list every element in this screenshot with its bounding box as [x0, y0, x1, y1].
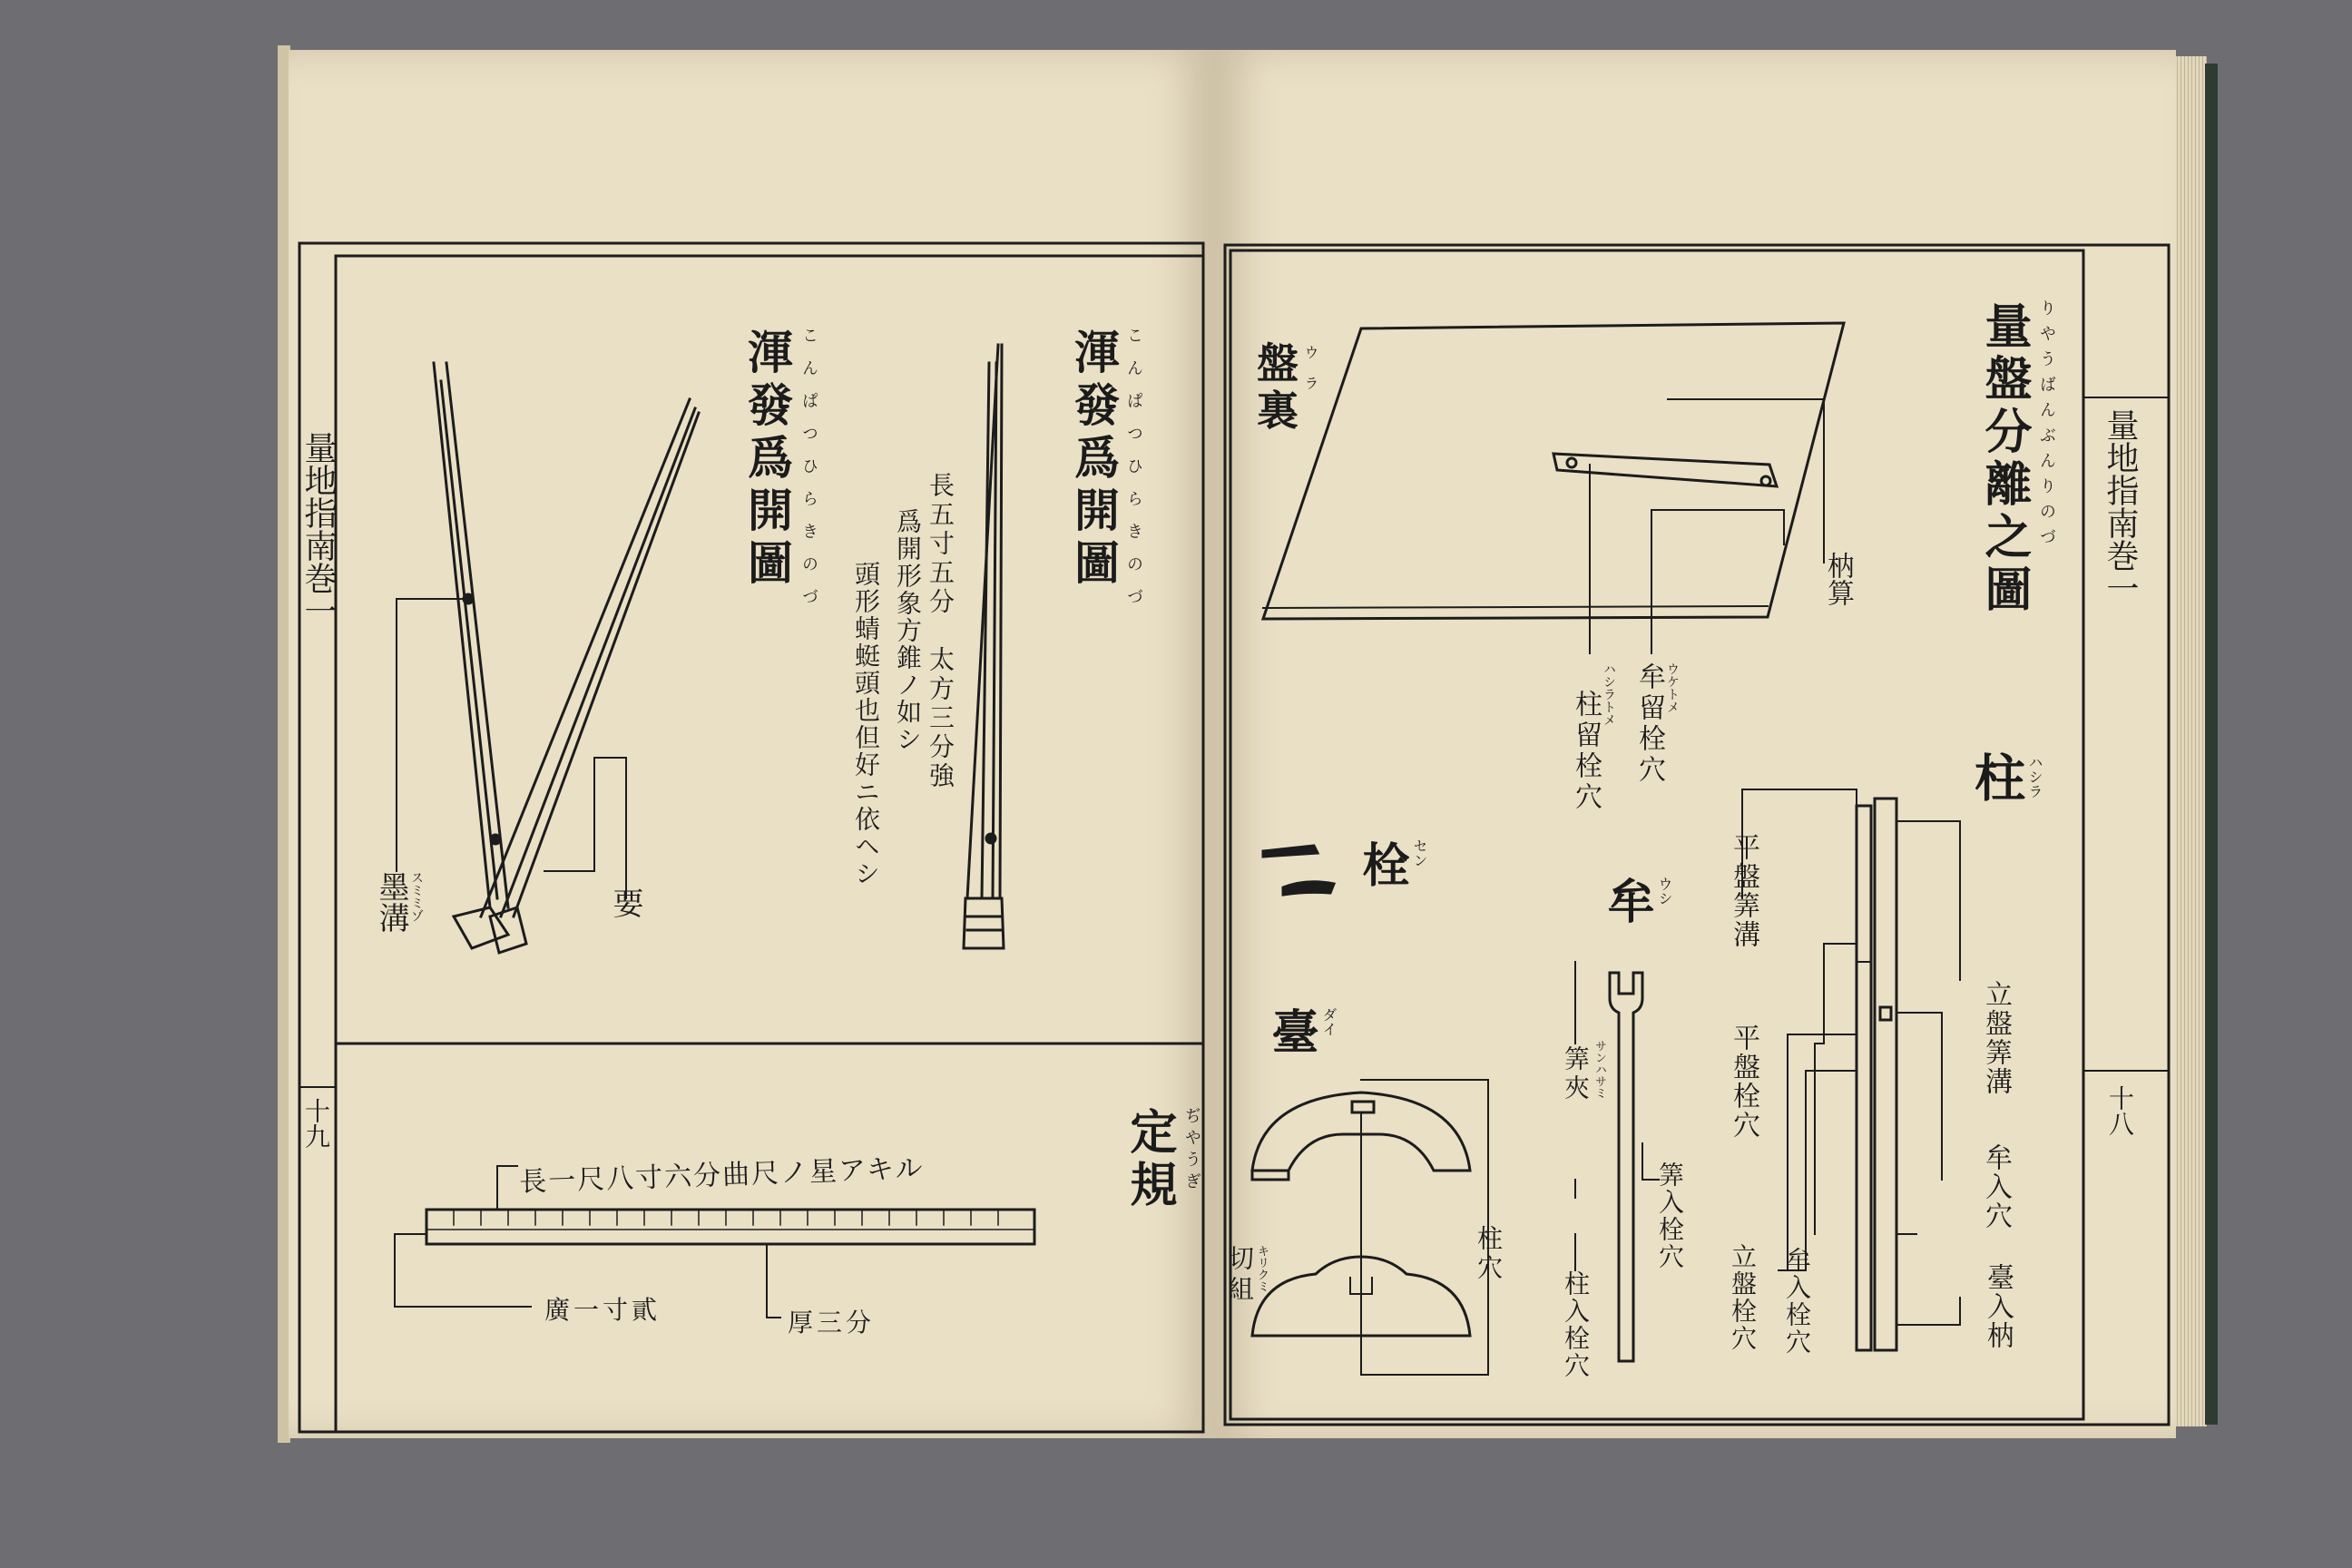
stand-label-hole: 柱穴	[1474, 1225, 1504, 1283]
post-label-vert-pin: 立盤栓穴	[1728, 1243, 1758, 1352]
fork-label-pin: 筭入栓穴	[1655, 1161, 1685, 1270]
fig2-label-ink-groove: 墨溝	[373, 871, 409, 933]
fig2-title-ruby: こんぱつひらきのづ	[799, 327, 818, 621]
ruler-width-note: 廣一寸貳	[544, 1295, 662, 1325]
board-drawing	[1263, 323, 1844, 653]
board-label-ruby: ウラ	[1302, 345, 1319, 407]
board-label-tenon: 枘算	[1822, 552, 1854, 606]
board-label-cross-ruby: ウケトメ	[1665, 662, 1680, 713]
fig2-label-key: 要	[607, 887, 643, 918]
fork-label-col-pin: 柱入栓穴	[1561, 1270, 1591, 1379]
pin-drawing	[1263, 846, 1334, 895]
fork-label-clip-ruby: サンハサミ	[1592, 1040, 1606, 1099]
post-label: 柱	[1966, 751, 2026, 802]
compass-open-drawing	[397, 363, 699, 953]
pin-label: 栓	[1354, 840, 1409, 887]
board-label-slot: 柱留栓穴	[1570, 690, 1602, 813]
fig1-note-col1: 長五寸五分 太方三分強	[926, 472, 956, 791]
fig1-title-ruby: こんぱつひらきのづ	[1124, 327, 1143, 621]
board-label-slot-ruby: ハシラトメ	[1602, 662, 1616, 726]
right-folio: 十八	[2105, 1085, 2135, 1136]
ruler-title: 定規	[1122, 1107, 1177, 1212]
stand-label-cut-ruby: キリクミ	[1255, 1245, 1269, 1292]
post-label-stand-tenon: 臺入枘	[1982, 1263, 2014, 1350]
main-title-ruby: りやうばんぶんりのづ	[2037, 299, 2056, 554]
stand-drawing	[1252, 1080, 1488, 1375]
post-label-vert-groove: 立盤筭溝	[1980, 980, 2012, 1096]
stand-label-cut: 切組	[1225, 1245, 1255, 1307]
post-label-ruby: ハシラ	[2026, 755, 2043, 799]
fig2-title: 渾發爲開圖	[740, 328, 794, 592]
ruler-ticks	[454, 1210, 998, 1225]
stand-label-ruby: ダイ	[1320, 1007, 1338, 1036]
post-label-flat-pin: 平盤栓穴	[1728, 1024, 1759, 1140]
fork-label-ruby: ウシ	[1656, 877, 1673, 906]
fig1-note-col2: 爲開形象方錐ノ如シ	[893, 508, 923, 753]
board-label-cross: 牟留栓穴	[1633, 662, 1665, 786]
stand-label: 臺	[1263, 1007, 1318, 1054]
ruler-length-note: 長一尺八寸六分曲尺ノ星アキル	[518, 1152, 926, 1199]
fig2-label-ink-groove-ruby: スミミゾ	[409, 871, 424, 922]
main-title: 量盤分離之圖	[1976, 301, 2032, 617]
post-label-flat-groove: 平盤筭溝	[1728, 833, 1759, 949]
post-label-fork-pin: 牟入栓穴	[1782, 1247, 1812, 1356]
fig1-title: 渾發爲開圖	[1067, 328, 1121, 592]
pin-label-ruby: セン	[1411, 838, 1428, 867]
ruler-thickness-note: 厚三分	[788, 1308, 876, 1338]
ruler-title-ruby: ぢやうぎ	[1182, 1107, 1201, 1194]
post-drawing	[1742, 789, 1960, 1350]
fork-label-clip: 筭夾	[1561, 1045, 1591, 1103]
left-margin-title: 量地指南巻一	[299, 431, 337, 627]
compass-closed-drawing	[964, 345, 1004, 948]
board-label: 盤裏	[1250, 341, 1299, 436]
left-folio: 十九	[301, 1098, 331, 1149]
right-margin-title: 量地指南巻一	[2102, 408, 2139, 604]
post-label-fork-hole: 牟入穴	[1980, 1143, 2012, 1230]
fig1-note-col3: 頭形蜻蜓頭也但好ニ依ヘシ	[851, 561, 881, 887]
fork-label: 牟	[1599, 877, 1654, 924]
